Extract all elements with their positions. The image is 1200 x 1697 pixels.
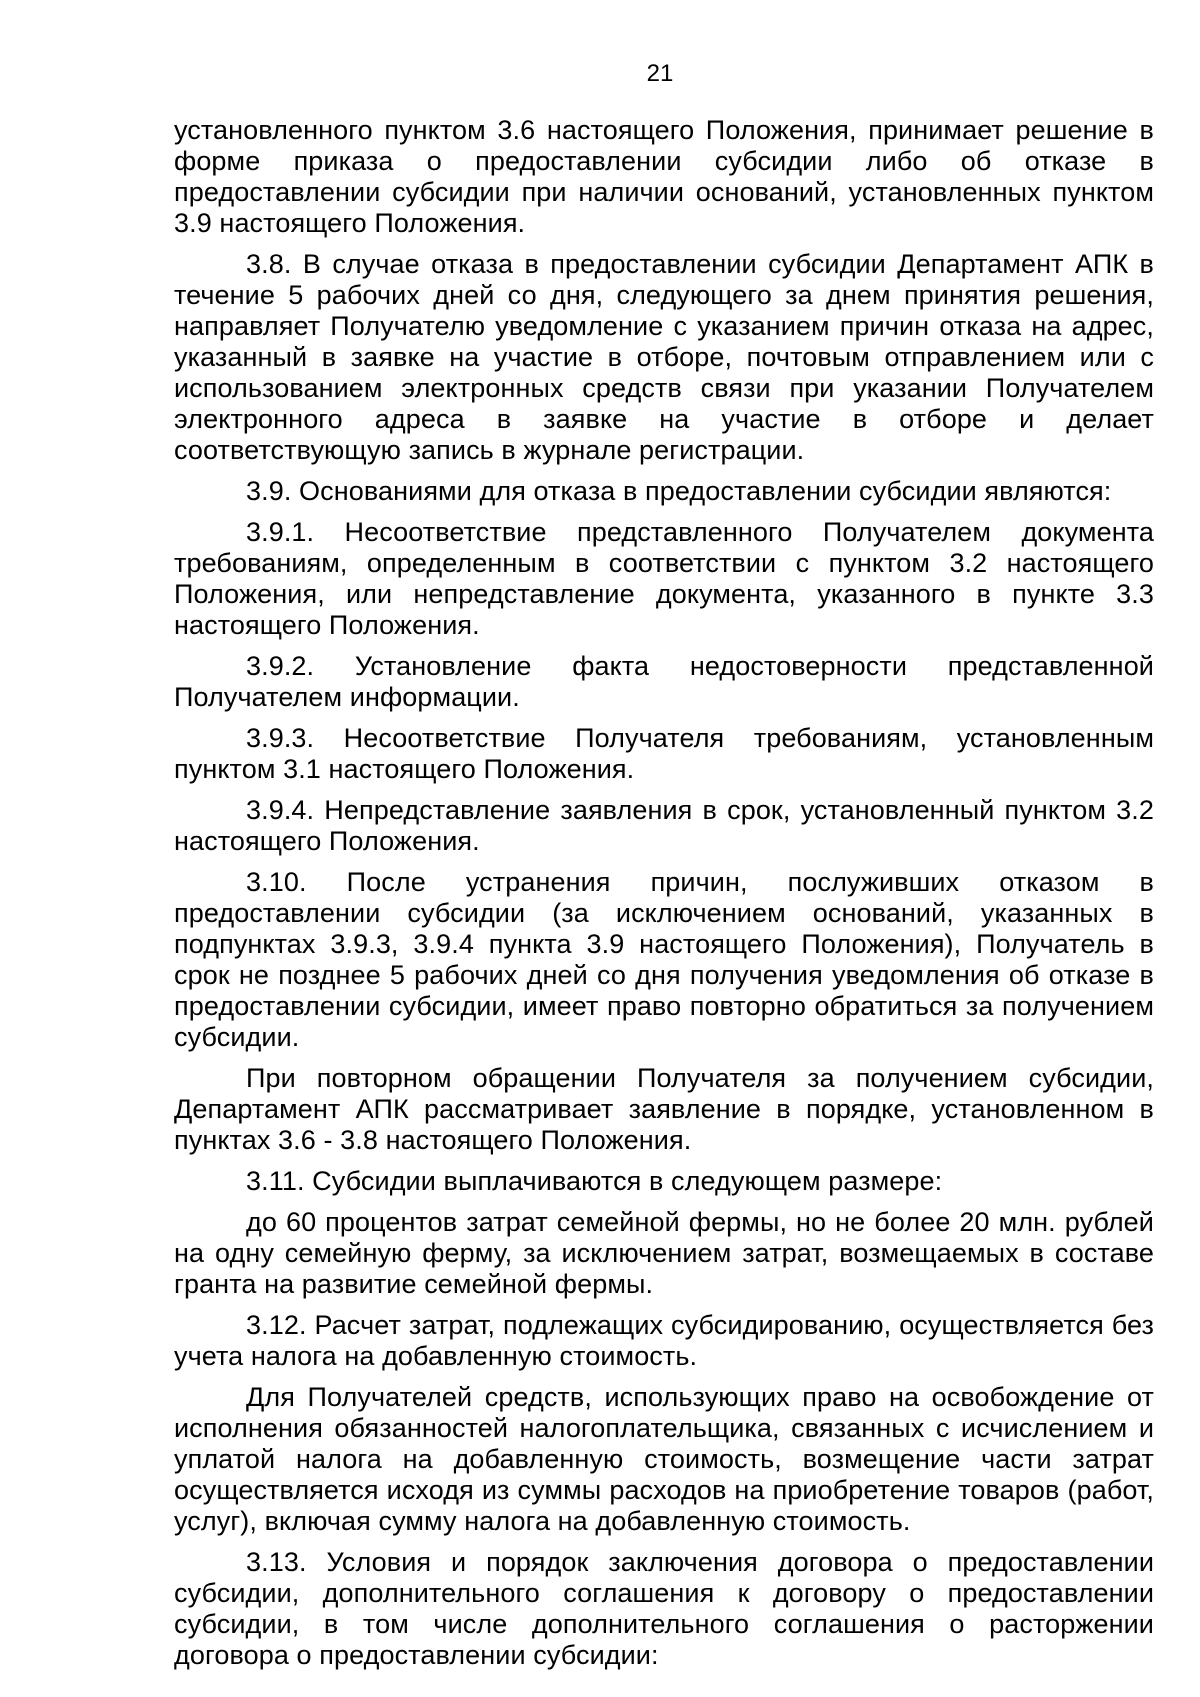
paragraph-3-13: 3.13. Условия и порядок заключения договора о предоставлении субсидии, дополнительного соглашения к договору о предоставлении субсидии, в том числе дополнительного соглашения о расторжении договора о предоставлении субсидии: xyxy=(174,1547,1154,1670)
paragraph-3-8: 3.8. В случае отказа в предоставлении субсидии Департамент АПК в течение 5 рабочих дней со дня, следующего за днем принятия решения, направляет Получателю уведомление с указанием причин отказа на адрес, указанный в заявке на участие в отборе, почтовым отправлением или с использованием электронных средств связи при указании Получателем электронного адреса в заявке на участие в отборе и делает соответствующую запись в журнале регистрации. xyxy=(174,249,1154,465)
document-body xyxy=(174,115,1154,1681)
paragraph-3-9-4: 3.9.4. Непредставление заявления в срок, установленный пунктом 3.2 настоящего Положения. xyxy=(174,795,1154,856)
paragraph-3-10-repeat: При повторном обращении Получателя за получением субсидии, Департамент АПК рассматривает заявление в порядке, установленном в пунктах 3.6 - 3.8 настоящего Положения. xyxy=(174,1063,1154,1155)
paragraph-3-9-3: 3.9.3. Несоответствие Получателя требованиям, установленным пунктом 3.1 настоящего Положения. xyxy=(174,723,1154,784)
paragraph-continuation: установленного пунктом 3.6 настоящего Положения, принимает решение в форме приказа о предоставлении субсидии либо об отказе в предоставлении субсидии при наличии оснований, установленных пунктом 3.9 настоящего Положения. xyxy=(174,115,1154,238)
paragraph-3-9-2: 3.9.2. Установление факта недостоверности представленной Получателем информации. xyxy=(174,651,1154,712)
paragraph-3-12-vat: Для Получателей средств, использующих право на освобождение от исполнения обязанностей налогоплательщика, связанных с исчислением и уплатой налога на добавленную стоимость, возмещение части затрат осуществляется исходя из суммы расходов на приобретение товаров (работ, услуг), включая сумму налога на добавленную стоимость. xyxy=(174,1382,1154,1536)
page-number: 21 xyxy=(646,60,674,87)
paragraph-3-11-amount: до 60 процентов затрат семейной фермы, но не более 20 млн. рублей на одну семейную ферму, за исключением затрат, возмещаемых в составе гранта на развитие семейной фермы. xyxy=(174,1207,1154,1299)
paragraph-3-9: 3.9. Основаниями для отказа в предоставлении субсидии являются: xyxy=(246,476,1112,506)
paragraph-3-10: 3.10. После устранения причин, послуживших отказом в предоставлении субсидии (за исключением оснований, указанных в подпунктах 3.9.3, 3.9.4 пункта 3.9 настоящего Положения), Получатель в срок не позднее 5 рабочих дней со дня получения уведомления об отказе в предоставлении субсидии, имеет право повторно обратиться за получением субсидии. xyxy=(174,867,1154,1052)
paragraph-3-9-1: 3.9.1. Несоответствие представленного Получателем документа требованиям, определенным в соответствии с пунктом 3.2 настоящего Положения, или непредставление документа, указанного в пункте 3.3 настоящего Положения. xyxy=(174,517,1154,640)
paragraph-3-12: 3.12. Расчет затрат, подлежащих субсидированию, осуществляется без учета налога на добавленную стоимость. xyxy=(174,1310,1154,1371)
paragraph-3-11: 3.11. Субсидии выплачиваются в следующем размере: xyxy=(246,1166,943,1196)
